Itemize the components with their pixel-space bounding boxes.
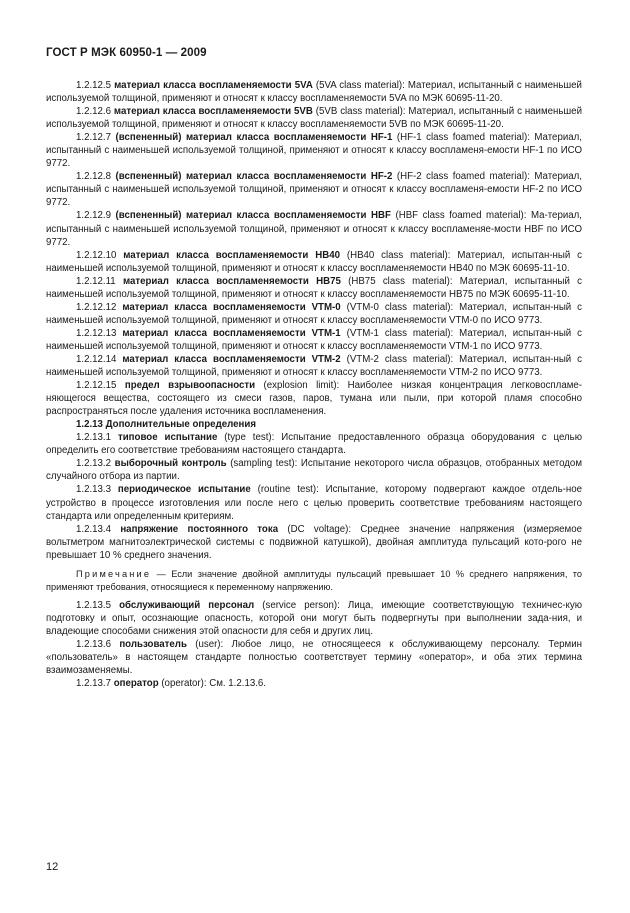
term: периодическое испытание bbox=[117, 484, 251, 496]
term: напряжение постоянного тока bbox=[120, 523, 279, 535]
definition-text: (HF-1 class foamed material): Материал, испытанный с наименьшей используемой толщиной, применяют и относят к классу воспламеня-емости HF-1 по ИСО 9772. bbox=[46, 132, 582, 170]
definition-text: (5VB class material): Материал, испытанный с наименьшей используемой толщиной, применяют и относят к классу воспламеняемости 5VB по МЭК 60695-11-20. bbox=[46, 106, 582, 131]
definition-text: (operator): См. 1.2.13.6. bbox=[158, 678, 266, 690]
definition-paragraph bbox=[46, 105, 582, 131]
definition-paragraph bbox=[46, 379, 582, 418]
term: материал класса воспламеняемости 5VB bbox=[113, 106, 313, 118]
clause-number: 1.2.13.7 bbox=[76, 678, 112, 690]
clause-number: 1.2.12.8 bbox=[76, 171, 112, 183]
clause-number: 1.2.13.4 bbox=[76, 523, 112, 535]
definition-text: (user): Любое лицо, не относящееся к обслуживающему персоналу. Термин «пользователь» в настоящем стандарте полностью соответствует термину «оператор», и оба этих термина взаимозаменяемы. bbox=[46, 638, 582, 677]
definition-paragraph bbox=[46, 209, 582, 248]
term: (вспененный) материал класса воспламеняемости HF-1 bbox=[115, 132, 393, 144]
definition-paragraph bbox=[46, 457, 582, 483]
definition-paragraph bbox=[46, 431, 582, 457]
definition-paragraph bbox=[46, 79, 582, 105]
clause-number: 1.2.13.5 bbox=[76, 599, 112, 611]
clause-number: 1.2.12.15 bbox=[76, 380, 117, 392]
definition-paragraph bbox=[46, 599, 582, 638]
definition-paragraph bbox=[46, 301, 582, 327]
clause-number: 1.2.12.12 bbox=[76, 301, 117, 313]
clause-number: 1.2.12.11 bbox=[76, 275, 116, 287]
note-text: — Если значение двойной амплитуды пульсаций превышает 10 % среднего напряжения, то применяют требования, относящиеся к переменному напряжению. bbox=[46, 568, 582, 592]
term: (вспененный) материал класса воспламеняемости HF-2 bbox=[115, 171, 393, 183]
clause-number: 1.2.12.9 bbox=[76, 210, 112, 222]
clause-number: 1.2.12.7 bbox=[76, 132, 112, 144]
definition-paragraph bbox=[46, 483, 582, 522]
term: обслуживающий персонал bbox=[119, 599, 255, 611]
definition-paragraph bbox=[46, 353, 582, 379]
clause-number: 1.2.12.5 bbox=[76, 80, 112, 91]
definition-text: (HBF class foamed material): Ма-териал, испытанный с наименьшей используемой толщиной, применяют и относят к классу воспламеняе-мости HBF по ИСО 9772. bbox=[46, 210, 582, 248]
definition-text: (HF-2 class foamed material): Материал, испытанный с наименьшей используемой толщиной, применяют и относят к классу воспламеня-емости HF-2 по ИСО 9772. bbox=[46, 171, 582, 209]
term: материал класса воспламеняемости VTM-1 bbox=[122, 327, 341, 339]
clause-number: 1.2.12.14 bbox=[76, 353, 117, 365]
definition-text: (DC voltage): Среднее значение напряжения (измеряемое вольтметром магнитоэлектрической системы с подвижной катушкой), двойная амплитуда пульсаций кото-рого не превышает 10 % среднего значения. bbox=[46, 523, 582, 561]
definition-paragraph bbox=[46, 327, 582, 353]
definitions-1-2-13-a bbox=[46, 431, 582, 561]
term: предел взрывоопасности bbox=[124, 380, 256, 392]
term: типовое испытание bbox=[117, 432, 218, 444]
definition-paragraph bbox=[46, 523, 582, 562]
clause-number: 1.2.12.13 bbox=[76, 327, 117, 339]
clause-number: 1.2.13.1 bbox=[76, 432, 112, 444]
clause-number: 1.2.12.6 bbox=[76, 106, 112, 118]
definitions-1-2-13-b bbox=[46, 599, 582, 690]
definition-paragraph bbox=[46, 677, 582, 690]
definition-text: (routine test): Испытание, которому подвергают каждое отдель-ное устройство в процессе изготовления или после него с целью проверить соответствие требованиям настоящего стандарта или определенным критериям. bbox=[46, 484, 582, 522]
page-number: 12 bbox=[46, 861, 59, 873]
term: оператор bbox=[113, 678, 159, 690]
term: материал класса воспламеняемости HB40 bbox=[123, 249, 340, 261]
definition-text: (type test): Испытание предоставленного образца оборудования с целью определить его соответствие требованиям настоящего стандарта. bbox=[46, 432, 582, 457]
section-heading: 1.2.13 Дополнительные определения bbox=[76, 419, 256, 431]
clause-number: 1.2.13.2 bbox=[76, 458, 112, 470]
term: материал класса воспламеняемости 5VA bbox=[114, 80, 313, 91]
definition-text: (HB40 class material): Материал, испытан-ный с наименьшей используемой толщиной, применяют и относят к классу воспламеняемости HB40 по МЭК 60695-11-10. bbox=[46, 249, 582, 274]
definition-text: (service person): Лица, имеющие соответствующую техничес-кую подготовку и опыт, осознающие опасность, которой они могут быть подвергнуты при выполнении зада-ния, и владеющие способами снижения этой опасности для себя и других лиц. bbox=[46, 599, 582, 637]
definitions-1-2-12 bbox=[46, 79, 582, 418]
clause-number: 1.2.13.6 bbox=[76, 638, 112, 650]
term: материал класса воспламеняемости VTM-2 bbox=[122, 353, 341, 365]
definition-text: (VTM-0 class material): Материал, испытан-ный с наименьшей используемой толщиной, применяют и относят к классу воспламеняемости VTM-0 по ИСО 9773. bbox=[46, 301, 582, 326]
definition-paragraph bbox=[46, 249, 582, 275]
definition-paragraph bbox=[46, 638, 582, 677]
definition-paragraph bbox=[46, 170, 582, 209]
definition-paragraph bbox=[46, 131, 582, 170]
document-body bbox=[46, 79, 582, 690]
note-label: Примечание bbox=[76, 568, 152, 579]
clause-number: 1.2.13.3 bbox=[76, 484, 112, 496]
definition-text: (VTM-2 class material): Материал, испытан-ный с наименьшей используемой толщиной, применяют и относят к классу воспламеняемости VTM-2 по ИСО 9773. bbox=[46, 353, 582, 379]
term: выборочный контроль bbox=[114, 458, 227, 470]
definition-text: (sampling test): Испытание некоторого числа образцов, отобранных методом случайного отбора из партии. bbox=[46, 458, 582, 483]
note bbox=[46, 568, 582, 594]
term: материал класса воспламеняемости HB75 bbox=[122, 275, 341, 287]
definition-text: (VTM-1 class material): Материал, испытан-ный с наименьшей используемой толщиной, применяют и относят к классу воспламеняемости VTM-1 по ИСО 9773. bbox=[46, 327, 582, 352]
document-header: ГОСТ Р МЭК 60950-1 — 2009 bbox=[46, 47, 207, 59]
term: (вспененный) материал класса воспламеняемости HBF bbox=[115, 210, 391, 222]
term: пользователь bbox=[119, 638, 187, 650]
term: материал класса воспламеняемости VTM-0 bbox=[122, 301, 341, 313]
definition-text: (explosion limit): Наиболее низкая концентрация легковоспламе-няющегося вещества, состоящего из смеси газов, паров, тумана или пыли, при которой пламя способно распространяться после удаления источника воспламенения. bbox=[46, 380, 582, 418]
definition-text: (5VA class material): Материал, испытанный с наименьшей используемой толщиной, применяют и относят к классу воспламеняемости 5VA по МЭК 60695-11-20. bbox=[46, 80, 582, 105]
definition-paragraph bbox=[46, 275, 582, 301]
definition-text: (HB75 class material): Материал, испытанный с наименьшей используемой толщиной, применяют и относят к классу воспламеняемости HB75 по МЭК 60695-11-10. bbox=[46, 275, 582, 300]
clause-number: 1.2.12.10 bbox=[76, 249, 117, 261]
